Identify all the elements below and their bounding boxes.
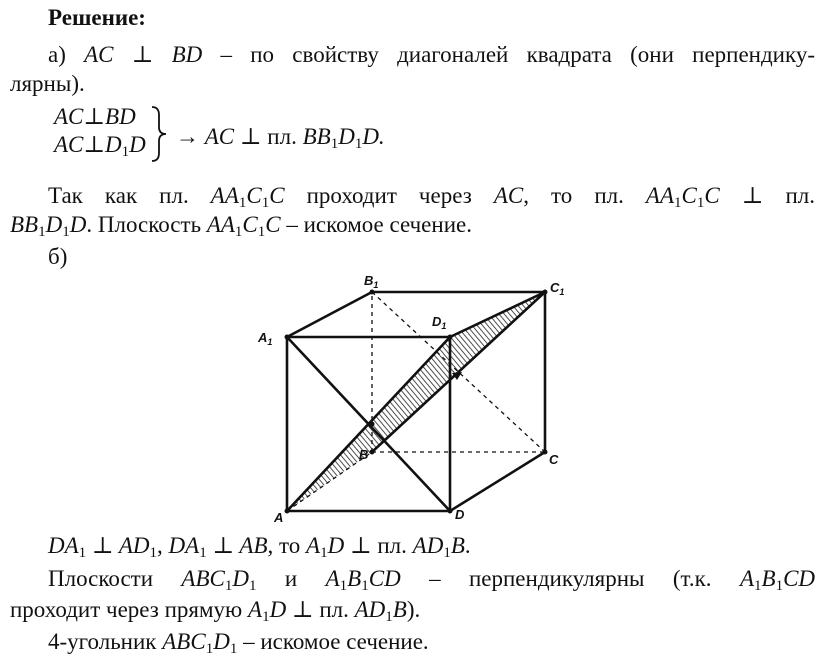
b4-s2: 1 <box>229 641 238 657</box>
para-plane2: AA <box>645 183 675 208</box>
para-plane1-sub1: 1 <box>238 195 247 211</box>
part-a-line-2: лярны). <box>10 71 85 96</box>
para-plane2-sub2: 1 <box>696 195 705 211</box>
para-l2-sub1: 1 <box>38 224 46 240</box>
dot-c <box>543 450 548 455</box>
part-b-line-4 <box>48 628 813 656</box>
ac-perp-bd: AC ⊥ BD <box>84 42 203 67</box>
b2-e6: A <box>739 566 754 591</box>
b1-s2: 1 <box>149 545 158 561</box>
b1-e3: DA <box>168 533 200 558</box>
para-plane1-sub2: 1 <box>261 195 270 211</box>
implies-sub-2: 1 <box>354 136 363 152</box>
implies-expr: BB <box>302 124 331 149</box>
b2-e4: B <box>347 566 362 591</box>
b2-e3: A <box>325 566 340 591</box>
para-plane2-mid: C <box>681 183 697 208</box>
b1-e1: DA <box>48 533 79 558</box>
implies-expr-3: D. <box>362 124 385 149</box>
implies-expr-pre: AC ⊥ <box>204 124 268 149</box>
part-b-line-2 <box>48 565 815 593</box>
b2-t1: Плоскости <box>48 566 182 591</box>
b2-e2: D <box>232 566 249 591</box>
b4-t1: 4-угольник <box>48 629 163 654</box>
para-l2-sub2: 1 <box>62 224 70 240</box>
b2-s1: 1 <box>224 578 233 594</box>
b3-t3: ). <box>406 597 421 622</box>
b2-s3: 1 <box>339 578 348 594</box>
para-plane1-end: C <box>269 183 285 208</box>
b3-e4: B <box>392 597 407 622</box>
para-l1-end: ⊥ пл. <box>719 183 815 208</box>
para-plane2-sub1: 1 <box>674 195 682 211</box>
dot-d <box>448 509 453 514</box>
para-l2-text: . Плоскость <box>86 212 207 237</box>
implies-sub-1: 1 <box>330 136 339 152</box>
b4-t2: – искомое сечение. <box>237 629 429 654</box>
edge-a1-b1 <box>287 292 372 337</box>
b1-e7: AD <box>412 533 444 558</box>
b1-e8: B <box>450 533 465 558</box>
para-l1-mid: проходит через <box>284 183 494 208</box>
b3-e3: AD <box>354 597 386 622</box>
para-l2-plane: BB <box>10 212 39 237</box>
b1-e5: A <box>306 533 321 558</box>
para-l2-mid: D <box>45 212 63 237</box>
label-a1: $A_1$ <box>258 330 273 347</box>
dot-d1 <box>448 335 453 340</box>
para-l1-mid2: , то пл. <box>523 183 646 208</box>
b1-e4: ⊥ AB <box>206 533 268 558</box>
dot-b <box>370 450 375 455</box>
para-l2-tail: – искомое сечение. <box>280 212 472 237</box>
b1-t3: пл. <box>377 533 413 558</box>
para-l2-p2sub2: 1 <box>257 224 266 240</box>
label-d: D <box>455 507 465 522</box>
label-c1: $C_1$ <box>550 280 565 297</box>
para-plane1-mid: C <box>246 183 262 208</box>
b3-e2: D ⊥ <box>269 597 320 622</box>
para-l2-p2end: C <box>265 212 281 237</box>
part-a-label: а) <box>48 42 85 67</box>
edge-d-c <box>450 452 545 511</box>
b3-e1: A <box>248 597 263 622</box>
part-a-line1-text: – по свойству диагоналей квадрата (они перпендику- <box>202 42 815 67</box>
implies-expr-2: D <box>338 124 355 149</box>
system-row-1-expr: AC⊥BD <box>54 104 136 129</box>
label-b: B <box>359 447 369 462</box>
b2-s2: 1 <box>249 578 257 594</box>
dot-b1 <box>370 290 375 295</box>
b4-s1: 1 <box>205 641 214 657</box>
b1-t1: , <box>157 533 169 558</box>
implies-pl: пл. <box>267 124 303 149</box>
dot-a1 <box>285 335 290 340</box>
para-l2-p2mid: C <box>242 212 258 237</box>
b2-s4: 1 <box>361 578 369 594</box>
para-ac: AC <box>493 183 524 208</box>
b1-e2: ⊥ AD <box>86 533 150 558</box>
label-d1: $D_1$ <box>432 314 447 331</box>
b1-e6: D ⊥ <box>327 533 378 558</box>
b3-t1: проходит через прямую <box>10 597 248 622</box>
dot-intersection <box>370 422 375 427</box>
b2-e1: ABC <box>181 566 225 591</box>
para-plane1: AA <box>210 183 239 208</box>
b1-s7: 1 <box>443 545 451 561</box>
b4-e1: ABC <box>162 629 206 654</box>
b1-s5: 1 <box>320 545 328 561</box>
dot-c1 <box>543 290 548 295</box>
para-l2-p2sub1: 1 <box>234 224 243 240</box>
label-b1: $B_1$ <box>364 273 379 290</box>
system-row-2-sub: 1 <box>121 144 130 160</box>
system-row-2-post: D <box>129 132 146 157</box>
b1-t4: . <box>464 533 471 558</box>
para-plane2-end: C <box>704 183 720 208</box>
b4-e2: D <box>213 629 230 654</box>
implies-arrow: → <box>176 124 205 149</box>
b1-s1: 1 <box>78 545 87 561</box>
para-l1-start: Так как пл. <box>48 183 211 208</box>
system-row-2-pre: AC⊥D <box>54 132 122 157</box>
part-b-label: б) <box>48 244 68 269</box>
para-l2-end: D <box>69 212 87 237</box>
b3-t2: пл. <box>319 597 355 622</box>
section-shading <box>287 292 545 511</box>
b1-s3: 1 <box>199 545 207 561</box>
b2-s6: 1 <box>754 578 762 594</box>
b2-t3: – перпендикулярны (т.к. <box>400 566 740 591</box>
para-l2-plane2: AA <box>206 212 235 237</box>
part-b-line-1 <box>48 532 813 560</box>
b2-e7: B <box>761 566 776 591</box>
solution-heading: Решение: <box>48 5 146 30</box>
b3-s1: 1 <box>262 609 270 625</box>
b2-s7: 1 <box>775 578 784 594</box>
part-b-line-3 <box>10 596 813 624</box>
b2-e5: CD <box>368 566 401 591</box>
dot-a <box>285 509 290 514</box>
b1-t2: , то <box>267 533 307 558</box>
b3-s3: 1 <box>385 609 393 625</box>
label-a: A <box>274 510 284 525</box>
label-c: C <box>549 452 559 467</box>
b2-e8: CD <box>783 566 816 591</box>
b2-t2: и <box>256 566 326 591</box>
